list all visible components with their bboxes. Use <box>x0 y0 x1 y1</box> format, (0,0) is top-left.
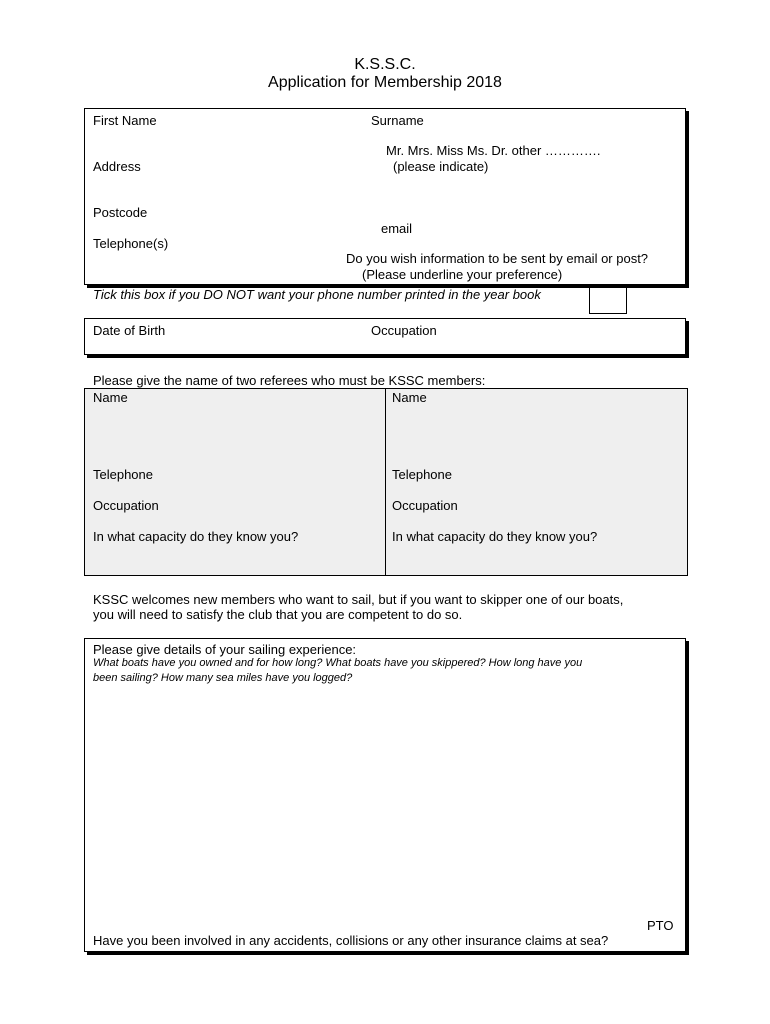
referee1-telephone-label: Telephone <box>93 467 153 482</box>
telephones-label: Telephone(s) <box>93 236 169 251</box>
first-name-label: First Name <box>93 113 157 128</box>
referee2-telephone-label: Telephone <box>392 467 452 482</box>
referees-box <box>84 388 688 576</box>
club-name: K.S.S.C. <box>354 56 416 73</box>
experience-prompt-line1: What boats have you owned and for how long? What boats have you skippered? How long have you <box>93 657 583 669</box>
referee2-occupation-label: Occupation <box>392 498 458 513</box>
referee1-capacity-label: In what capacity do they know you? <box>93 529 299 544</box>
dob-label: Date of Birth <box>93 323 166 338</box>
experience-prompt-line2: been sailing? How many sea miles have you logged? <box>93 672 353 684</box>
email-label: email <box>381 221 413 236</box>
experience-heading: Please give details of your sailing experience: <box>93 642 357 657</box>
referee2-capacity-label: In what capacity do they know you? <box>392 529 598 544</box>
please-indicate-note: (please indicate) <box>393 159 489 174</box>
skipper-notice-line2: you will need to satisfy the club that you are competent to do so. <box>93 607 463 622</box>
referees-intro: Please give the name of two referees who must be KSSC members: <box>93 373 486 388</box>
sailing-experience-box <box>84 638 686 952</box>
title-options: Mr. Mrs. Miss Ms. Dr. other …………. <box>386 143 601 158</box>
referee2-name-label: Name <box>392 390 427 405</box>
skipper-notice-line1: KSSC welcomes new members who want to sail, but if you want to skipper one of our boats, <box>93 592 624 607</box>
phone-optout-checkbox[interactable] <box>589 286 627 314</box>
referee1-occupation-label: Occupation <box>93 498 159 513</box>
form-title: Application for Membership 2018 <box>268 74 502 91</box>
referees-divider <box>385 388 386 576</box>
referee1-name-label: Name <box>93 390 128 405</box>
accidents-question: Have you been involved in any accidents, collisions or any other insurance claims at sea? <box>93 933 609 948</box>
phone-optout-text: Tick this box if you DO NOT want your phone number printed in the year book <box>93 287 541 302</box>
surname-label: Surname <box>371 113 424 128</box>
address-label: Address <box>93 159 141 174</box>
occupation-label: Occupation <box>371 323 437 338</box>
pto-label: PTO <box>647 918 674 933</box>
info-preference-note: (Please underline your preference) <box>362 267 563 282</box>
info-question: Do you wish information to be sent by email or post? <box>346 251 649 266</box>
postcode-label: Postcode <box>93 205 148 220</box>
